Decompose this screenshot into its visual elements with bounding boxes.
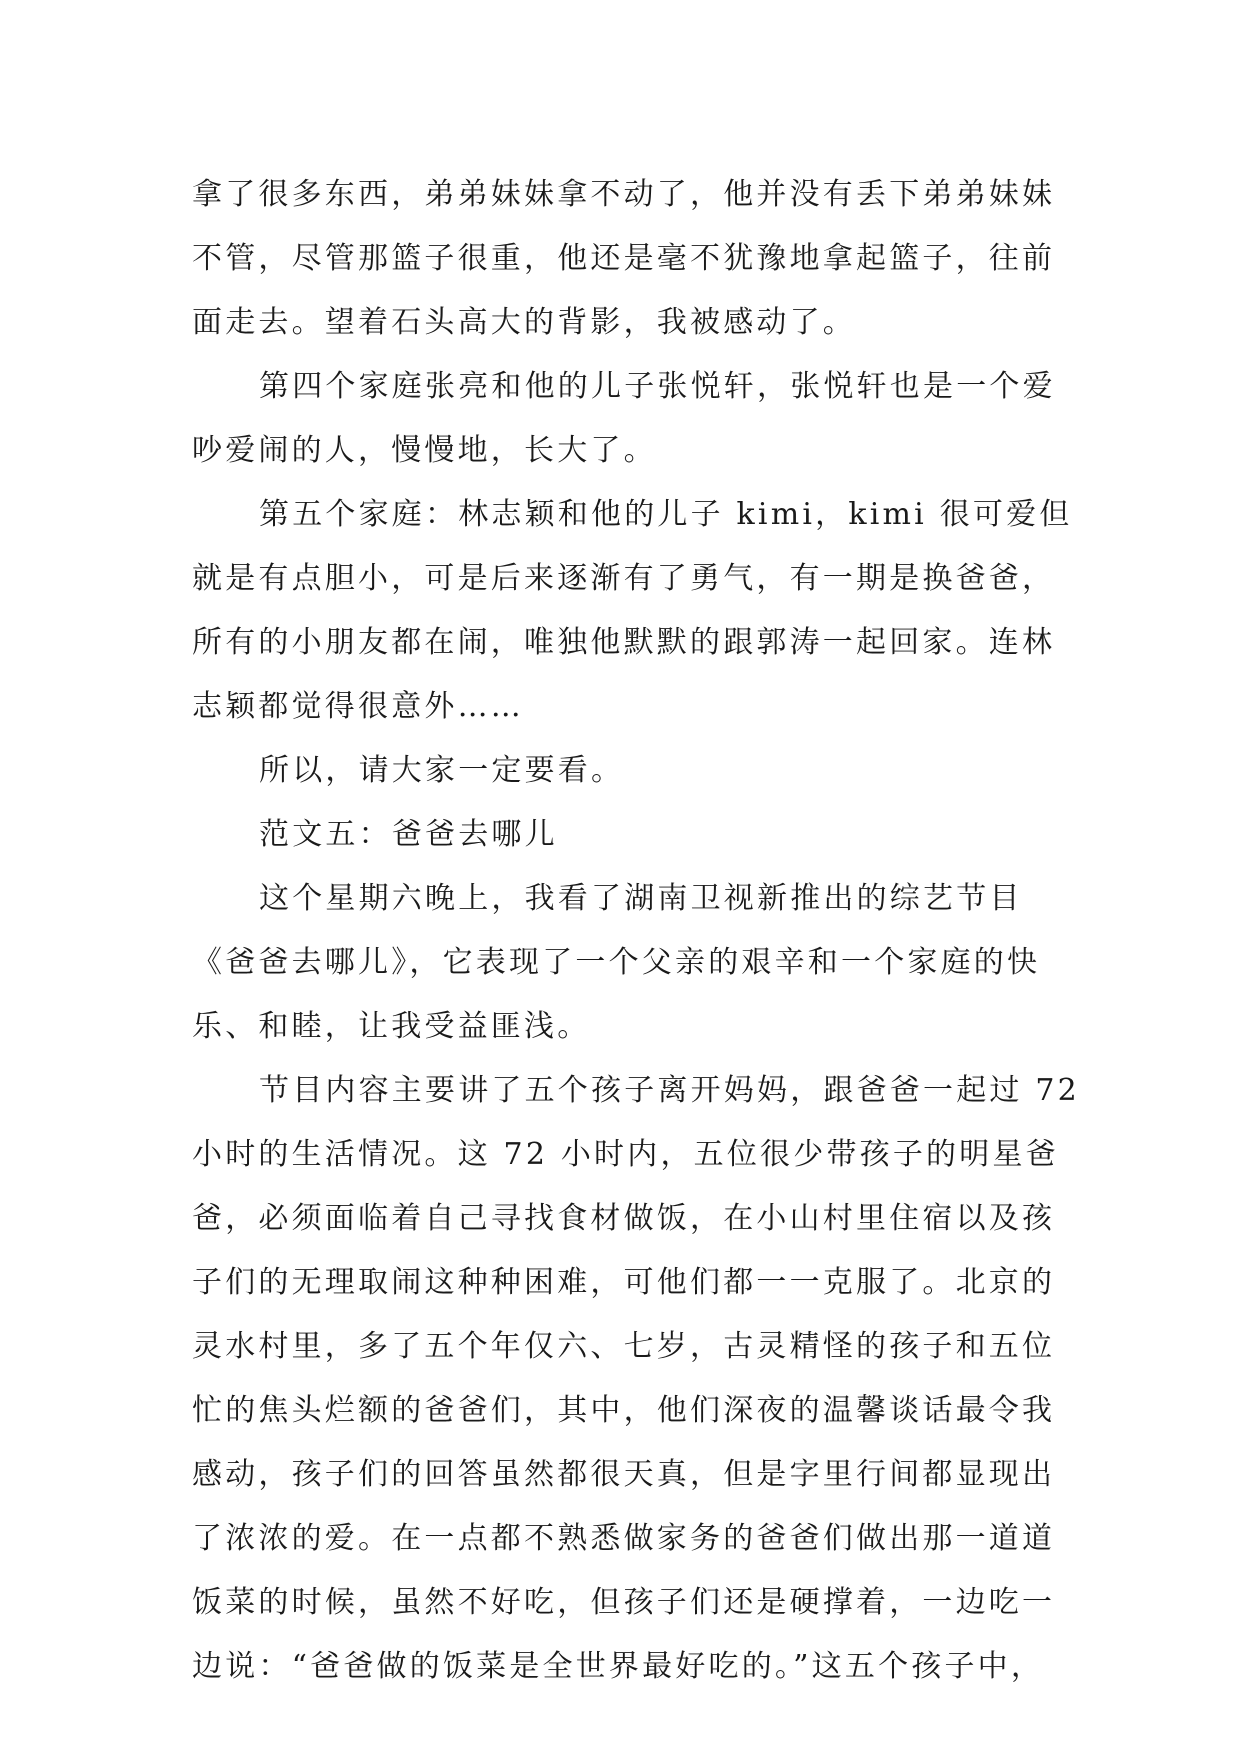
text-line: 边说：“爸爸做的饭菜是全世界最好吃的。”这五个孩子中，	[192, 1649, 1045, 1684]
text-line: 灵水村里，多了五个年仅六、七岁，古灵精怪的孩子和五位	[192, 1329, 1056, 1364]
text-line: 节目内容主要讲了五个孩子离开妈妈，跟爸爸一起过 72	[259, 1073, 1080, 1108]
text-line: 饭菜的时候，虽然不好吃，但孩子们还是硬撑着，一边吃一	[192, 1585, 1056, 1620]
text-line: 就是有点胆小，可是后来逐渐有了勇气，有一期是换爸爸，	[192, 561, 1056, 596]
text-line: 志颖都觉得很意外……	[192, 689, 524, 724]
paragraph-1	[192, 163, 1056, 355]
text-line: 这个星期六晚上，我看了湖南卫视新推出的综艺节目	[259, 881, 1023, 916]
text-line: 所有的小朋友都在闹，唯独他默默的跟郭涛一起回家。连林	[192, 625, 1056, 660]
text-line: 子们的无理取闹这种种困难，可他们都一一克服了。北京的	[192, 1265, 1056, 1300]
text-line: 乐、和睦，让我受益匪浅。	[192, 1009, 591, 1044]
text-line: 《爸爸去哪儿》，它表现了一个父亲的艰辛和一个家庭的快	[192, 945, 1041, 980]
paragraph-7	[192, 1059, 1080, 1699]
text-line: 第四个家庭张亮和他的儿子张悦轩，张悦轩也是一个爱	[259, 369, 1056, 404]
text-line: 小时的生活情况。这 72 小时内，五位很少带孩子的明星爸	[192, 1137, 1059, 1172]
text-line: 吵爱闹的人，慢慢地，长大了。	[192, 433, 657, 468]
section-heading	[192, 803, 1048, 867]
text-line: 不管，尽管那篮子很重，他还是毫不犹豫地拿起篮子，往前	[192, 241, 1056, 276]
paragraph-4	[192, 739, 1048, 803]
text-line: 面走去。望着石头高大的背影，我被感动了。	[192, 305, 856, 340]
paragraph-2	[192, 355, 1056, 483]
paragraph-6	[192, 867, 1048, 1059]
paragraph-3	[192, 483, 1073, 739]
text-line: 忙的焦头烂额的爸爸们，其中，他们深夜的温馨谈话最令我	[192, 1393, 1056, 1428]
text-line: 了浓浓的爱。在一点都不熟悉做家务的爸爸们做出那一道道	[192, 1521, 1056, 1556]
text-line: 第五个家庭：林志颖和他的儿子 kimi，kimi 很可爱但	[259, 497, 1073, 532]
text-line: 所以，请大家一定要看。	[259, 753, 625, 788]
text-line: 范文五：爸爸去哪儿	[259, 817, 558, 852]
text-line: 感动，孩子们的回答虽然都很天真，但是字里行间都显现出	[192, 1457, 1056, 1492]
document-body	[192, 163, 1080, 1699]
text-line: 拿了很多东西，弟弟妹妹拿不动了，他并没有丢下弟弟妹妹	[192, 177, 1056, 212]
text-line: 爸，必须面临着自己寻找食材做饭，在小山村里住宿以及孩	[192, 1201, 1056, 1236]
